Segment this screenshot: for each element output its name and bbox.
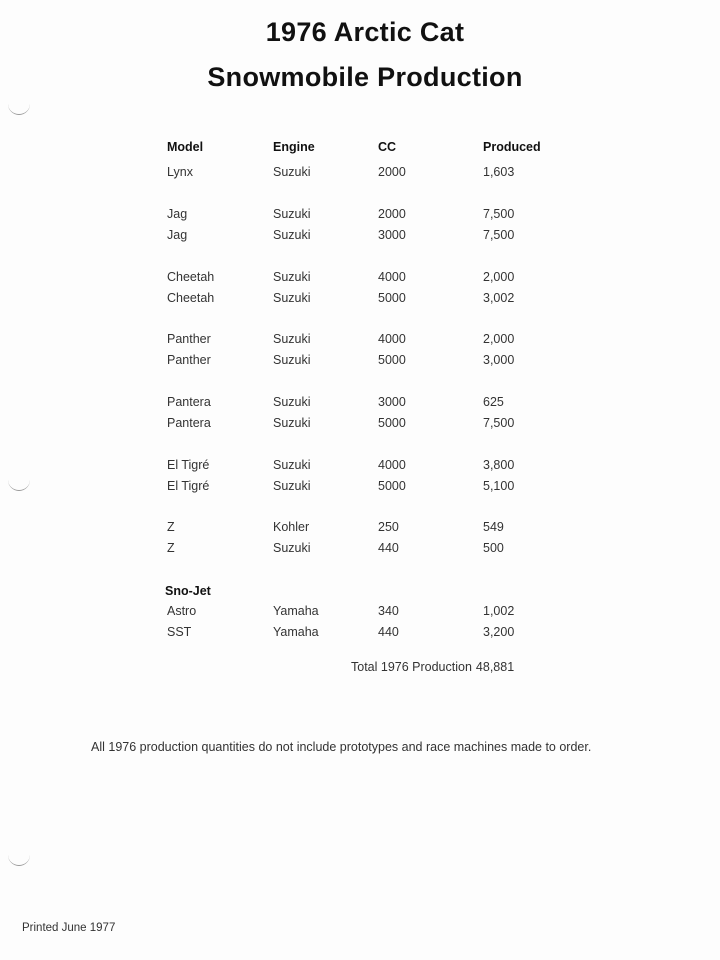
cell-engine: Suzuki [273, 479, 311, 493]
header-engine: Engine [273, 140, 315, 154]
cell-produced: 7,500 [483, 228, 515, 242]
cell-model: Jag [167, 228, 188, 242]
cell-produced: 625 [483, 395, 504, 409]
cell-produced: 1,002 [483, 604, 515, 618]
cell-engine: Suzuki [273, 291, 311, 305]
cell-cc: 2000 [378, 207, 406, 221]
cell-engine: Suzuki [273, 395, 311, 409]
footnote: All 1976 production quantities do not include prototypes and race machines made to order. [91, 740, 592, 754]
cell-engine: Suzuki [273, 416, 311, 430]
total-label: Total 1976 Production [351, 660, 472, 674]
section-label-sno-jet: Sno-Jet [165, 584, 211, 598]
cell-engine: Suzuki [273, 165, 311, 179]
cell-model: Pantera [167, 416, 211, 430]
cell-produced: 2,000 [483, 332, 515, 346]
cell-model: Z [167, 520, 175, 534]
cell-produced: 2,000 [483, 270, 515, 284]
cell-produced: 7,500 [483, 207, 515, 221]
cell-model: El Tigré [167, 458, 210, 472]
cell-engine: Yamaha [273, 604, 319, 618]
cell-model: Cheetah [167, 270, 215, 284]
cell-engine: Suzuki [273, 458, 311, 472]
cell-cc: 340 [378, 604, 399, 618]
cell-cc: 3000 [378, 395, 406, 409]
header-model: Model [167, 140, 204, 154]
total-production [351, 660, 518, 674]
cell-model: SST [167, 625, 192, 639]
cell-produced: 3,000 [483, 353, 515, 367]
page-title-line-1: 1976 Arctic Cat [265, 17, 465, 47]
binder-hole-mark [8, 855, 30, 866]
cell-cc: 3000 [378, 228, 406, 242]
cell-engine: Kohler [273, 520, 310, 534]
cell-produced: 1,603 [483, 165, 515, 179]
binder-hole-mark [8, 480, 30, 491]
cell-cc: 4000 [378, 332, 406, 346]
cell-model: Jag [167, 207, 188, 221]
cell-produced: 3,800 [483, 458, 515, 472]
cell-model: Cheetah [167, 291, 215, 305]
cell-cc: 5000 [378, 479, 406, 493]
cell-cc: 250 [378, 520, 399, 534]
total-value: 48,881 [475, 660, 515, 674]
cell-cc: 440 [378, 541, 399, 555]
cell-model: Lynx [167, 165, 193, 179]
cell-engine: Suzuki [273, 332, 311, 346]
printed-date: Printed June 1977 [22, 922, 116, 934]
page-title-line-2: Snowmobile Production [207, 62, 523, 92]
cell-cc: 5000 [378, 353, 406, 367]
cell-cc: 5000 [378, 291, 406, 305]
cell-produced: 549 [483, 520, 504, 534]
cell-cc: 4000 [378, 458, 406, 472]
cell-cc: 440 [378, 625, 399, 639]
cell-produced: 7,500 [483, 416, 515, 430]
binder-hole-mark [8, 104, 30, 115]
cell-cc: 2000 [378, 165, 406, 179]
cell-engine: Suzuki [273, 270, 311, 284]
cell-cc: 5000 [378, 416, 406, 430]
cell-produced: 5,100 [483, 479, 515, 493]
cell-engine: Suzuki [273, 207, 311, 221]
cell-produced: 3,002 [483, 291, 515, 305]
header-produced: Produced [483, 140, 541, 154]
cell-model: Pantera [167, 395, 211, 409]
cell-engine: Suzuki [273, 228, 311, 242]
cell-engine: Yamaha [273, 625, 319, 639]
cell-model: El Tigré [167, 479, 210, 493]
cell-model: Z [167, 541, 175, 555]
header-cc: CC [378, 140, 397, 154]
cell-model: Panther [167, 353, 211, 367]
cell-cc: 4000 [378, 270, 406, 284]
cell-model: Astro [167, 604, 197, 618]
cell-produced: 3,200 [483, 625, 515, 639]
cell-produced: 500 [483, 541, 504, 555]
cell-engine: Suzuki [273, 541, 311, 555]
cell-engine: Suzuki [273, 353, 311, 367]
cell-model: Panther [167, 332, 211, 346]
